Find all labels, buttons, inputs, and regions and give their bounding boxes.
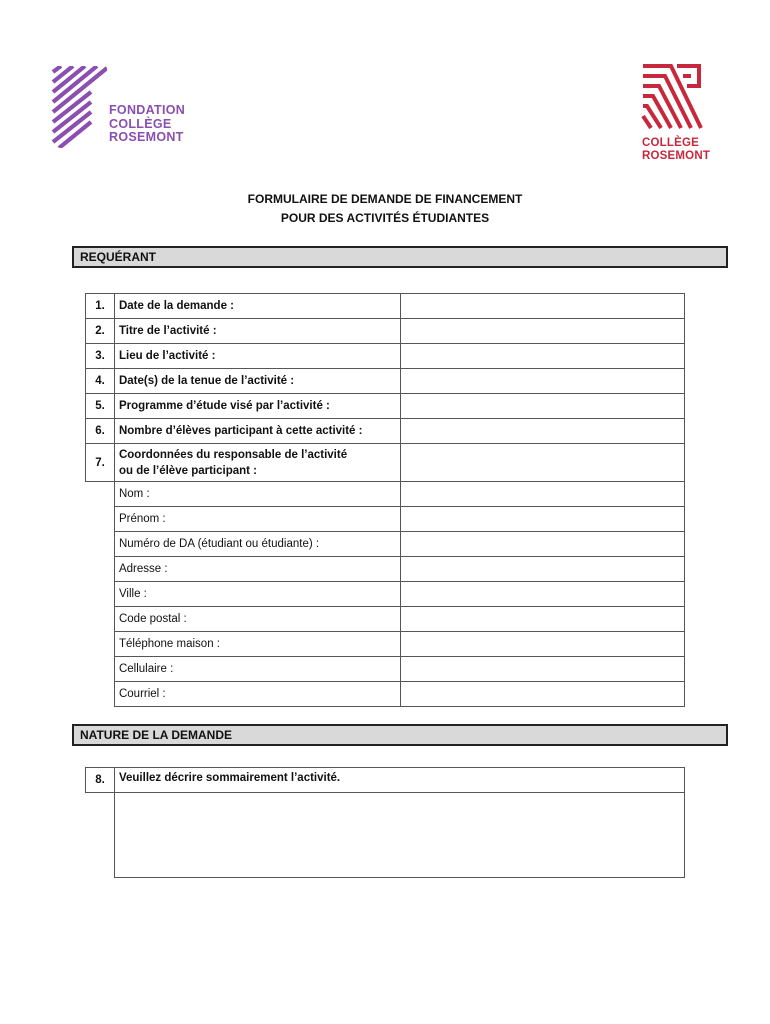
answer-field-telephone[interactable]	[400, 632, 684, 657]
answer-field-ville[interactable]	[400, 582, 684, 607]
fondation-logo-line: COLLÈGE	[109, 116, 172, 131]
form-title-line1: FORMULAIRE DE DEMANDE DE FINANCEMENT	[247, 192, 523, 206]
section-nature-heading: NATURE DE LA DEMANDE	[72, 724, 728, 746]
contact-field-label: Nom :	[114, 482, 400, 507]
question-number: 1.	[86, 294, 115, 319]
table-row	[86, 582, 685, 607]
table-row	[86, 419, 685, 444]
answer-field-numero-da[interactable]	[400, 532, 684, 557]
question-number: 5.	[86, 394, 115, 419]
contact-field-label: Ville :	[114, 582, 400, 607]
table-row	[86, 444, 685, 482]
fondation-logo	[51, 66, 201, 148]
question-label: Date(s) de la tenue de l’activité :	[114, 369, 400, 394]
contact-field-label: Numéro de DA (étudiant ou étudiante) :	[114, 532, 400, 557]
table-row	[86, 369, 685, 394]
college-logo-mark-icon	[641, 64, 703, 130]
question-number: 4.	[86, 369, 115, 394]
activity-description-field[interactable]	[114, 767, 685, 878]
fondation-logo-line: ROSEMONT	[109, 130, 184, 144]
question-label: Titre de l’activité :	[114, 319, 400, 344]
requerant-table	[85, 293, 685, 707]
form-title-line2: POUR DES ACTIVITÉS ÉTUDIANTES	[280, 211, 490, 225]
contact-field-label: Cellulaire :	[114, 657, 400, 682]
fondation-logo-text	[109, 104, 185, 145]
college-logo-text	[642, 137, 710, 162]
answer-field-nom[interactable]	[400, 482, 684, 507]
question-label: Nombre d’élèves participant à cette activité :	[114, 419, 400, 444]
question-label: Lieu de l’activité :	[114, 344, 400, 369]
answer-field-prenom[interactable]	[400, 507, 684, 532]
answer-field-lieu[interactable]	[400, 344, 684, 369]
answer-field-programme[interactable]	[400, 394, 684, 419]
table-row	[86, 319, 685, 344]
answer-field-coordonnees[interactable]	[400, 444, 684, 482]
question-label-line2: ou de l’élève participant :	[118, 464, 258, 477]
question-label: Date de la demande :	[114, 294, 400, 319]
form-title	[0, 190, 770, 228]
college-logo	[641, 64, 721, 164]
table-row	[86, 557, 685, 582]
table-row	[86, 532, 685, 557]
question-number: 2.	[86, 319, 115, 344]
answer-field-cellulaire[interactable]	[400, 657, 684, 682]
contact-field-label: Courriel :	[114, 682, 400, 707]
table-row	[86, 607, 685, 632]
table-row	[86, 657, 685, 682]
answer-field-adresse[interactable]	[400, 557, 684, 582]
college-logo-line: COLLÈGE	[642, 137, 699, 149]
contact-field-label: Téléphone maison :	[114, 632, 400, 657]
contact-field-label: Adresse :	[114, 557, 400, 582]
answer-field-code-postal[interactable]	[400, 607, 684, 632]
fondation-logo-mark-icon	[51, 66, 107, 148]
answer-field-titre[interactable]	[400, 319, 684, 344]
table-row	[86, 394, 685, 419]
table-row	[86, 682, 685, 707]
question-number: 6.	[86, 419, 115, 444]
question-label	[114, 444, 400, 482]
contact-field-label: Prénom :	[114, 507, 400, 532]
question-number: 3.	[86, 344, 115, 369]
answer-field-courriel[interactable]	[400, 682, 684, 707]
answer-field-date-demande[interactable]	[400, 294, 684, 319]
answer-field-nombre-eleves[interactable]	[400, 419, 684, 444]
question-label: Programme d’étude visé par l’activité :	[114, 394, 400, 419]
contact-field-label: Code postal :	[114, 607, 400, 632]
table-row	[86, 507, 685, 532]
answer-field-dates[interactable]	[400, 369, 684, 394]
table-row	[86, 294, 685, 319]
question-number: 8.	[86, 768, 115, 793]
table-row	[86, 344, 685, 369]
question-label: Veuillez décrire sommairement l’activité.	[114, 768, 684, 793]
question-label-line1: Coordonnées du responsable de l’activité	[118, 448, 348, 461]
college-logo-line: ROSEMONT	[642, 149, 711, 162]
question-number: 7.	[86, 444, 115, 482]
fondation-logo-line: FONDATION	[109, 103, 186, 117]
table-row	[86, 632, 685, 657]
table-row	[86, 482, 685, 507]
section-requerant-heading: REQUÉRANT	[72, 246, 728, 268]
